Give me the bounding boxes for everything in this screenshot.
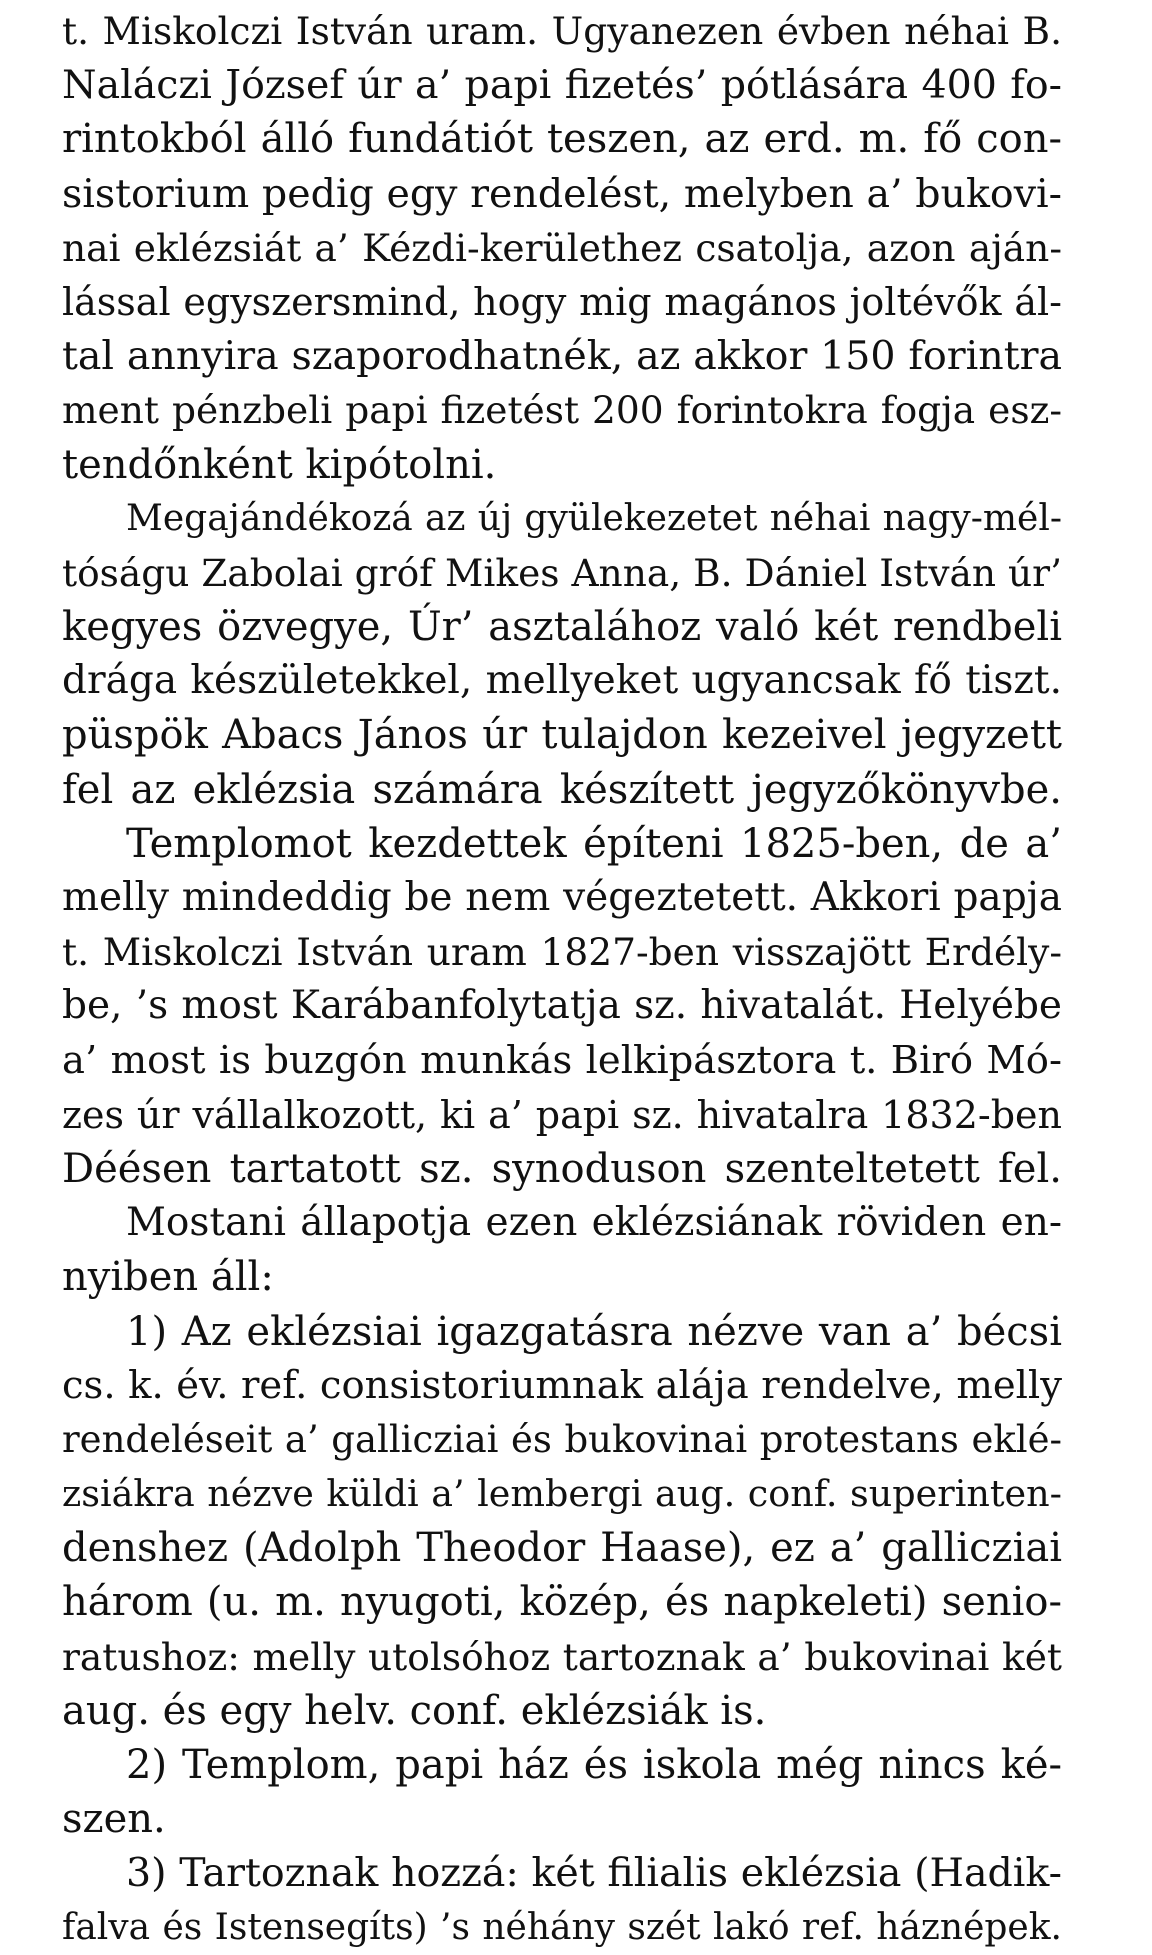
text-line: 2) Templom, papi ház és iskola még nincs ké- <box>126 1742 1062 1788</box>
paragraph-1 <box>62 4 1062 492</box>
text-line: zsiákra nézve küldi a’ lembergi aug. conf. superinten- <box>62 1472 1062 1516</box>
text-line: falva és Istensegíts) ’s néhány szét lakó ref. háznépek. <box>62 1906 1062 1948</box>
text-line: Déésen tartatott sz. synoduson szenteltetett fel. <box>62 1145 1062 1192</box>
text-line: kegyes özvegye, Úr’ asztalához való két rendbeli <box>62 604 1062 651</box>
text-line: 3) Tartoznak hozzá: két filialis eklézsia (Hadik- <box>126 1850 1062 1897</box>
text-line: püspök Abacs János úr tulajdon kezeivel jegyzett <box>62 712 1062 759</box>
text-line: Megajándékozá az új gyülekezetet néhai nagy-mél- <box>126 497 1062 539</box>
text-line: denshez (Adolph Theodor Haase), ez a’ gallicziai <box>62 1525 1062 1572</box>
text-line: be, ’s most Karábanfolytatja sz. hivatalát. Helyébe <box>62 983 1062 1029</box>
paragraph-item-1 <box>62 1305 1062 1739</box>
text-line: tal annyira szaporodhatnék, az akkor 150 forintra <box>62 333 1062 380</box>
text-line: sistorium pedig egy rendelést, melyben a’ bukovi- <box>62 170 1062 217</box>
text-line: fel az eklézsia számára készített jegyzőkönyvbe. <box>62 766 1062 813</box>
text-line: melly mindeddig be nem végeztetett. Akkori papja <box>62 875 1062 920</box>
text-line: tendőnként kipótolni. <box>62 441 497 488</box>
text-line: cs. k. év. ref. consistoriumnak alája rendelve, melly <box>62 1362 1062 1408</box>
paragraph-3 <box>62 817 1062 1196</box>
text-line: 1) Az eklézsiai igazgatásra nézve van a’ bécsi <box>126 1308 1062 1355</box>
text-line: lással egyszersmind, hogy mig magános joltévők ál- <box>62 279 1062 324</box>
text-line: aug. és egy helv. conf. eklézsiák is. <box>62 1687 767 1734</box>
text-line: drága készületekkel, mellyeket ugyancsak fő tiszt. <box>62 658 1062 704</box>
paragraph-item-2 <box>62 1738 1062 1846</box>
text-line: rintokból álló fundátiót teszen, az erd. m. fő con- <box>62 116 1062 163</box>
text-line: Naláczi József úr a’ papi fizetés’ pótlására 400 fo- <box>62 62 1062 109</box>
text-line: t. Miskolczi István uram 1827-ben visszajött Erdély- <box>62 930 1062 975</box>
text-line: ratushoz: melly utolsóhoz tartoznak a’ bukovinai két <box>62 1634 1062 1679</box>
text-line: három (u. m. nyugoti, közép, és napkeleti) senio- <box>62 1579 1062 1626</box>
text-line: Templomot kezdettek építeni 1825-ben, de a’ <box>126 820 1062 867</box>
text-line: nai eklézsiát a’ Kézdi-kerülethez csatolja, azon aján- <box>62 225 1062 270</box>
text-line: t. Miskolczi István uram. Ugyanezen évben néhai B. <box>62 9 1062 53</box>
text-line: a’ most is buzgón munkás lelkipásztora t. Biró Mó- <box>62 1037 1062 1083</box>
paragraph-item-3 <box>62 1846 1062 1954</box>
paragraph-2 <box>62 492 1062 817</box>
text-line: rendeléseit a’ gallicziai és bukovinai protestans eklé- <box>62 1417 1062 1461</box>
text-line: nyiben áll: <box>62 1254 274 1301</box>
text-line: ment pénzbeli papi fizetést 200 forintokra fogja esz- <box>62 388 1062 433</box>
text-line: szen. <box>62 1796 166 1843</box>
book-page <box>62 4 1062 1948</box>
text-line: zes úr vállalkozott, ki a’ papi sz. hivatalra 1832-ben <box>62 1092 1062 1137</box>
text-line: Mostani állapotja ezen eklézsiának röviden en- <box>126 1200 1062 1246</box>
text-line: tóságu Zabolai gróf Mikes Anna, B. Dániel István úr’ <box>62 550 1062 595</box>
paragraph-4 <box>62 1196 1062 1304</box>
